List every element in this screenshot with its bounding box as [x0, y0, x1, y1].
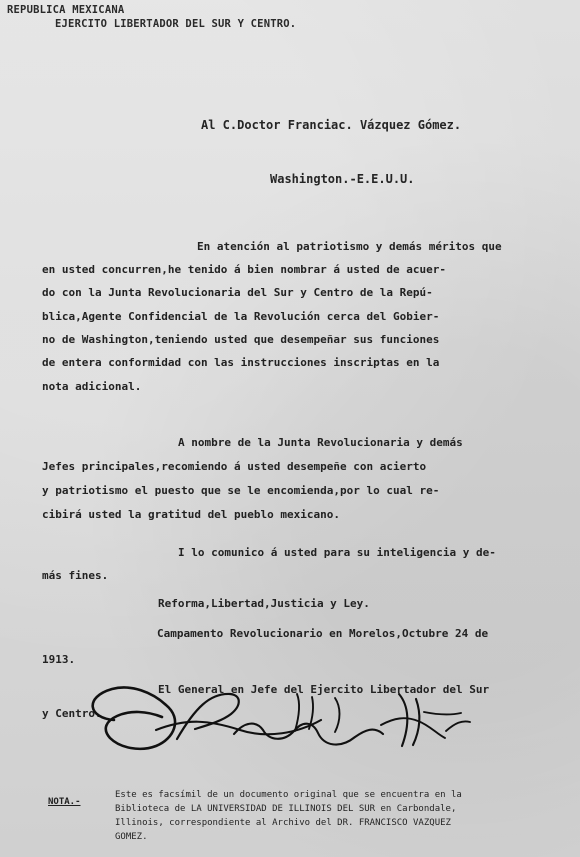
body-line-2: en usted concurren,he tenido á bien nombrar á usted de acuer-	[42, 263, 446, 276]
body-line-13: más fines.	[42, 569, 109, 582]
body-line-4: blica,Agente Confidencial de la Revolución cerca del Gobier-	[42, 310, 440, 323]
body-line-16: 1913.	[42, 653, 76, 666]
note-line-3: Illinois, correspondiente al Archivo del DR. FRANCISCO VAZQUEZ	[115, 818, 451, 828]
body-line-17: El General en Jefe del Ejercito Libertador del Sur	[158, 683, 490, 696]
body-line-12: I lo comunico á usted para su inteligencia y de-	[178, 546, 496, 559]
body-line-5: no de Washington,teniendo usted que desempeñar sus funciones	[42, 333, 440, 346]
note-line-2: Biblioteca de LA UNIVERSIDAD DE ILLINOIS DEL SUR en Carbondale,	[115, 804, 457, 814]
body-line-11: cibirá usted la gratitud del pueblo mexicano.	[42, 508, 341, 521]
signature	[74, 676, 479, 770]
body-line-6: de entera conformidad con las instrucciones inscriptas en la	[42, 356, 440, 369]
header-line-2: EJERCITO LIBERTADOR DEL SUR Y CENTRO.	[55, 18, 297, 30]
place-line: Washington.-E.E.U.U.	[270, 172, 415, 186]
body-line-7: nota adicional.	[42, 380, 142, 393]
body-line-8: A nombre de la Junta Revolucionaria y demás	[178, 436, 463, 449]
body-line-1: En atención al patriotismo y demás méritos que	[197, 240, 502, 253]
note-label: NOTA.-	[48, 797, 81, 807]
note-line-4: GOMEZ.	[115, 832, 148, 842]
body-line-18: y Centro.	[42, 707, 102, 720]
body-line-10: y patriotismo el puesto que se le encomienda,por lo cual re-	[42, 484, 440, 497]
body-line-15: Campamento Revolucionario en Morelos,Octubre 24 de	[157, 627, 489, 640]
body-line-3: do con la Junta Revolucionaria del Sur y Centro de la Repú-	[42, 286, 433, 299]
body-line-9: Jefes principales,recomiendo á usted desempeñe con acierto	[42, 460, 427, 473]
header-line-1: REPUBLICA MEXICANA	[7, 4, 125, 16]
body-line-14: Reforma,Libertad,Justicia y Ley.	[158, 597, 370, 610]
note-line-1: Este es facsímil de un documento original que se encuentra en la	[115, 790, 462, 800]
recipient-line: Al C.Doctor Franciac. Vázquez Gómez.	[201, 118, 462, 132]
